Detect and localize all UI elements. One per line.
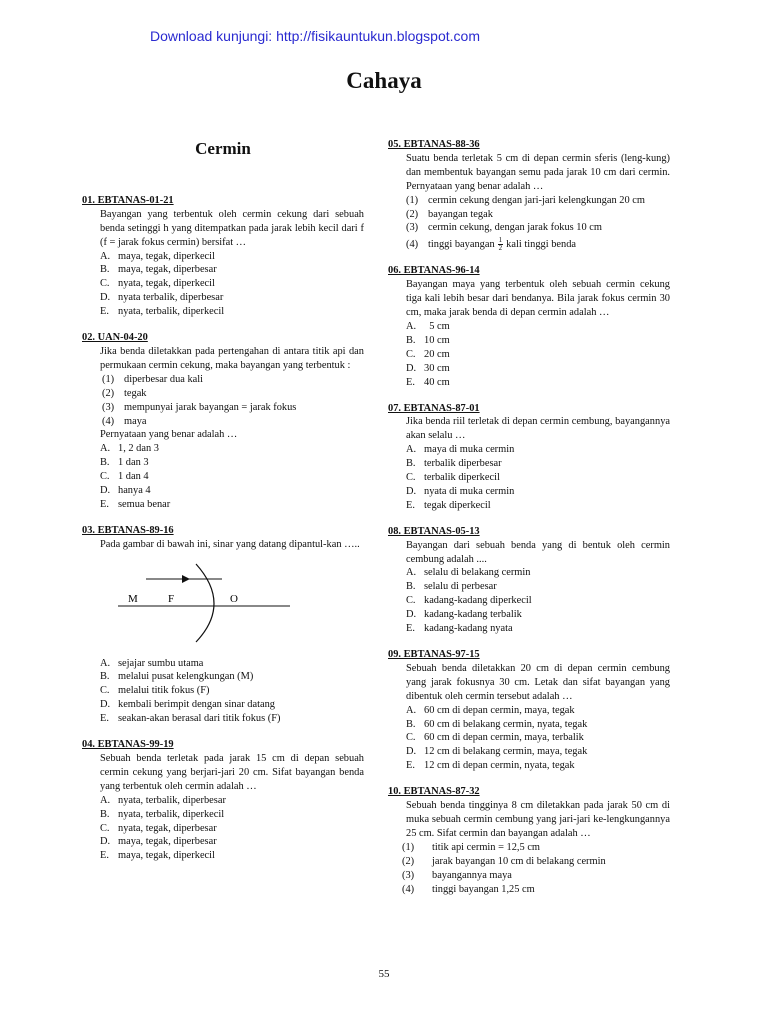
question-header: 03. EBTANAS-89-16	[82, 524, 174, 536]
statement: (4) maya	[102, 415, 147, 427]
options	[406, 704, 670, 774]
option: C. 20 cm	[406, 348, 450, 360]
option: E. seakan-akan berasal dari titik fokus (F)	[100, 713, 281, 725]
question-prompt: Pernyataan yang benar adalah …	[100, 429, 238, 441]
statement: (3) mempunyai jarak bayangan = jarak fokus	[102, 401, 297, 413]
options	[406, 320, 670, 390]
question-header: 01. EBTANAS-01-21	[82, 194, 174, 206]
question-08	[388, 525, 670, 636]
question-body: Pada gambar di bawah ini, sinar yang datang dipantul-kan …..	[100, 538, 360, 550]
arrow-icon	[182, 575, 190, 583]
page-title: Cahaya	[346, 68, 422, 93]
option: E. 40 cm	[406, 376, 450, 388]
statement: (1) diperbesar dua kali	[102, 373, 204, 385]
statement: (4) tinggi bayangan 1,25 cm	[402, 883, 535, 895]
option: B. terbalik diperbesar	[406, 458, 502, 470]
question-01	[82, 194, 364, 319]
question-header: 08. EBTANAS-05-13	[388, 525, 480, 537]
question-body: Sebuah benda terletak pada jarak 15 cm di depan sebuah cermin cekung yang berjari-jari 20 cm. Sifat bayangan benda yang terbentuk oleh cermin adalah …	[100, 753, 364, 792]
question-05	[388, 138, 670, 252]
question-header: 06. EBTANAS-96-14	[388, 265, 480, 277]
option: (2) bayangan tegak	[406, 208, 493, 220]
question-04	[82, 738, 364, 863]
option: D. kadang-kadang terbalik	[406, 609, 522, 621]
option: B. 60 cm di belakang cermin, nyata, tegak	[406, 718, 588, 730]
options	[406, 566, 670, 636]
label-m: M	[128, 592, 138, 605]
question-06	[388, 264, 670, 389]
option: (4) tinggi bayangan $\frac{1}{2}$ kali tinggi benda	[406, 236, 577, 253]
question-body: Sebuah benda diletakkan 20 cm di depan cermin cembung yang jarak fokusnya 30 cm. Letak dan sifat bayangan yang dibentuk oleh cermin tersebut adalah …	[406, 662, 670, 702]
section-title: Cermin	[195, 139, 251, 158]
question-header: 05. EBTANAS-88-36	[388, 139, 480, 150]
option: A. maya, tegak, diperkecil	[100, 250, 215, 262]
option: A. nyata, terbalik, diperbesar	[100, 794, 226, 806]
question-header: 10. EBTANAS-87-32	[388, 786, 480, 798]
question-03	[82, 524, 364, 726]
page-number: 55	[378, 968, 390, 980]
option: A. maya di muka cermin	[406, 444, 515, 456]
statement: (2) tegak	[102, 387, 147, 399]
option: B. nyata, terbalik, diperkecil	[100, 808, 225, 820]
options	[100, 250, 364, 320]
left-column	[82, 140, 364, 875]
question-10	[388, 785, 670, 896]
question-header: 02. UAN-04-20	[82, 332, 148, 344]
option: E. maya, tegak, diperkecil	[100, 850, 215, 862]
option: (3) cermin cekung, dengan jarak fokus 10 cm	[406, 222, 602, 234]
label-o: O	[230, 592, 238, 605]
option: A. selalu di belakang cermin	[406, 567, 531, 579]
option: E. 12 cm di depan cermin, nyata, tegak	[406, 760, 575, 772]
question-body: Sebuah benda tingginya 8 cm diletakkan pada jarak 50 cm di muka sebuah cermin cembung yang jari-jari ke-lengkungannya 25 cm. Sifat cermin dan bayangan adalah …	[406, 800, 670, 839]
option: C. 60 cm di depan cermin, maya, terbalik	[406, 732, 584, 744]
fraction: $\frac{1}{2}$	[498, 236, 503, 253]
question-body: Bayangan maya yang terbentuk oleh sebuah cermin cekung tiga kali lebih besar dari bendanya. Bila jarak fokus cermin 30 cm, maka jarak benda di depan cermin adalah …	[406, 279, 670, 319]
statement: (3) bayangannya maya	[402, 869, 512, 881]
question-07	[388, 402, 670, 513]
option: C. nyata, tegak, diperbesar	[100, 822, 217, 834]
question-09	[388, 648, 670, 773]
option: B. melalui pusat kelengkungan (M)	[100, 671, 254, 683]
question-header: 04. EBTANAS-99-19	[82, 739, 174, 751]
options	[406, 443, 670, 513]
option: D. 12 cm di belakang cermin, maya, tegak	[406, 746, 588, 758]
options	[100, 794, 364, 864]
option: E. tegak diperkecil	[406, 499, 491, 511]
option: D. nyata di muka cermin	[406, 485, 515, 497]
statement: (1) titik api cermin = 12,5 cm	[402, 841, 541, 853]
option: D. 30 cm	[406, 362, 450, 374]
concave-mirror-diagram	[118, 562, 318, 644]
question-header: 09. EBTANAS-97-15	[388, 649, 480, 660]
statement-list	[402, 841, 670, 897]
question-body: Bayangan dari sebuah benda yang di bentuk oleh cermin cembung adalah ....	[406, 539, 670, 565]
option: A. 1, 2 dan 3	[100, 443, 159, 455]
option: E. nyata, terbalik, diperkecil	[100, 306, 225, 318]
label-f: F	[168, 592, 175, 605]
question-body: Bayangan yang terbentuk oleh cermin cekung dari sebuah benda setinggi h yang ditempatkan pada jarak lebih kecil dari f (f = jarak fokus cermin) bersifat …	[100, 208, 364, 248]
question-body: Suatu benda terletak 5 cm di depan cermin sferis (leng-kung) dan membentuk bayangan semu pada jarak 10 cm dari cermin. Pernyataan yang benar adalah …	[406, 152, 670, 192]
option: (1) cermin cekung dengan jari-jari kelengkungan 20 cm	[406, 194, 645, 206]
download-link[interactable]: Download kunjungi: http://fisikauntukun.blogspot.com	[150, 28, 480, 44]
option: B. 1 dan 3	[100, 457, 149, 469]
statement: (2) jarak bayangan 10 cm di belakang cermin	[402, 855, 606, 867]
option: B. 10 cm	[406, 334, 450, 346]
option: D. hanya 4	[100, 485, 151, 497]
option: D. nyata terbalik, diperbesar	[100, 292, 224, 304]
mirror-curve	[196, 564, 214, 642]
option: C. terbalik diperkecil	[406, 472, 500, 484]
question-body: Jika benda riil terletak di depan cermin cembung, bayangannya akan selalu …	[406, 416, 670, 442]
option: E. kadang-kadang nyata	[406, 623, 513, 635]
option: E. semua benar	[100, 498, 171, 510]
right-column	[388, 138, 670, 908]
options	[100, 657, 364, 727]
option: C. kadang-kadang diperkecil	[406, 595, 532, 607]
question-header: 07. EBTANAS-87-01	[388, 402, 480, 414]
statement-list	[102, 373, 364, 429]
option: D. maya, tegak, diperbesar	[100, 836, 217, 848]
option: A. 60 cm di depan cermin, maya, tegak	[406, 704, 575, 716]
question-02	[82, 331, 364, 512]
options	[100, 442, 364, 512]
option: A. 5 cm	[406, 320, 450, 332]
option: D. kembali berimpit dengan sinar datang	[100, 699, 275, 711]
option: C. melalui titik fokus (F)	[100, 685, 210, 697]
option: A. sejajar sumbu utama	[100, 657, 204, 669]
option: C. 1 dan 4	[100, 471, 149, 483]
option: C. nyata, tegak, diperkecil	[100, 278, 215, 290]
question-body: Jika benda diletakkan pada pertengahan di antara titik api dan permukaan cermin cekung, maka bayangan yang terbentuk :	[100, 345, 364, 371]
option: B. selalu di perbesar	[406, 581, 497, 593]
option: B. maya, tegak, diperbesar	[100, 264, 217, 276]
options	[406, 194, 670, 253]
